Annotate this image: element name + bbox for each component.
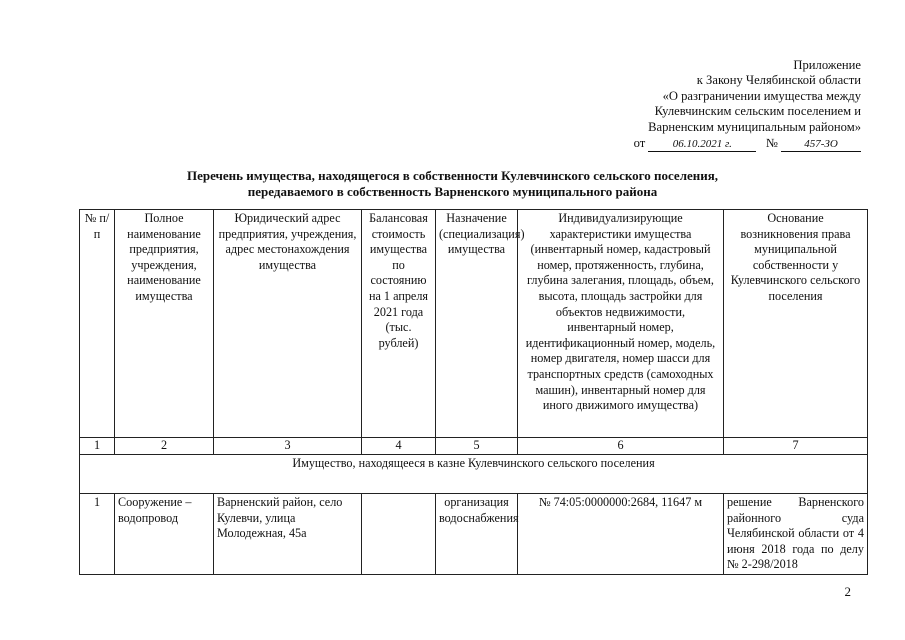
- appendix-line: Приложение: [793, 58, 861, 72]
- cell-basis: решение Варненского районного суда Челябинской области от 4 июня 2018 года по делу № 2-298/2018: [724, 494, 868, 575]
- appendix-header: [634, 58, 861, 152]
- column-number-row: [80, 438, 868, 455]
- column-number: 4: [362, 438, 436, 455]
- appendix-line: к Закону Челябинской области: [696, 73, 861, 88]
- header-cell: Индивидуализирующие характеристики имущества (инвентарный номер, кадастровый номер, протяженность, глубина, глубина залегания, площадь, объем, высота, площадь застройки для объектов недвижимости, инвентарный номер, идентификационный номер, модель, номер двигателя, номер шасси для транспортных средств (самоходных машин), инвентарный номер для иного движимого имущества): [518, 210, 724, 438]
- cell-characteristics: № 74:05:0000000:2684, 11647 м: [518, 494, 724, 575]
- cell-name: Сооружение – водопровод: [115, 494, 214, 575]
- table-row: [80, 494, 868, 575]
- header-cell: Балансовая стоимость имущества по состоянию на 1 апреля 2021 года (тыс. рублей): [362, 210, 436, 438]
- appendix-line: Варненским муниципальным районом»: [648, 119, 861, 134]
- column-number: 2: [115, 438, 214, 455]
- number-label: №: [765, 136, 778, 151]
- cell-purpose: организация водоснабжения: [436, 494, 518, 575]
- appendix-line: «О разграничении имущества между: [662, 88, 861, 103]
- from-label: от: [633, 136, 646, 151]
- header-cell: Основание возникновения права муниципальной собственности у Кулевчинского сельского поселения: [724, 210, 868, 438]
- property-table: [79, 209, 868, 575]
- column-number: 3: [214, 438, 362, 455]
- section-title: Имущество, находящееся в казне Кулевчинского сельского поселения: [80, 455, 868, 494]
- header-cell: Полное наименование предприятия, учреждения, наименование имущества: [115, 210, 214, 438]
- column-number: 6: [518, 438, 724, 455]
- page-number: 2: [844, 584, 851, 599]
- law-reference: [634, 136, 861, 152]
- law-date: 06.10.2021 г.: [648, 138, 756, 152]
- table-header-row: [80, 210, 868, 438]
- column-number: 7: [724, 438, 868, 455]
- title-line-1: Перечень имущества, находящегося в собственности Кулевчинского сельского поселения,: [186, 168, 719, 183]
- header-cell: Юридический адрес предприятия, учреждения, адрес местонахождения имущества: [214, 210, 362, 438]
- header-cell: № п/п: [80, 210, 115, 438]
- section-row: [80, 455, 868, 494]
- column-number: 5: [436, 438, 518, 455]
- cell-address: Варненский район, село Кулевчи, улица Молодежная, 45а: [214, 494, 362, 575]
- column-number: 1: [80, 438, 115, 455]
- document-title: [0, 168, 905, 200]
- cell-num: 1: [80, 494, 115, 575]
- appendix-line: Кулевчинским сельским поселением и: [654, 104, 861, 119]
- title-line-2: передаваемого в собственность Варненского муниципального района: [247, 184, 658, 199]
- law-number: 457-ЗО: [781, 138, 861, 152]
- cell-value: [362, 494, 436, 575]
- header-cell: Назначение (специализация) имущества: [436, 210, 518, 438]
